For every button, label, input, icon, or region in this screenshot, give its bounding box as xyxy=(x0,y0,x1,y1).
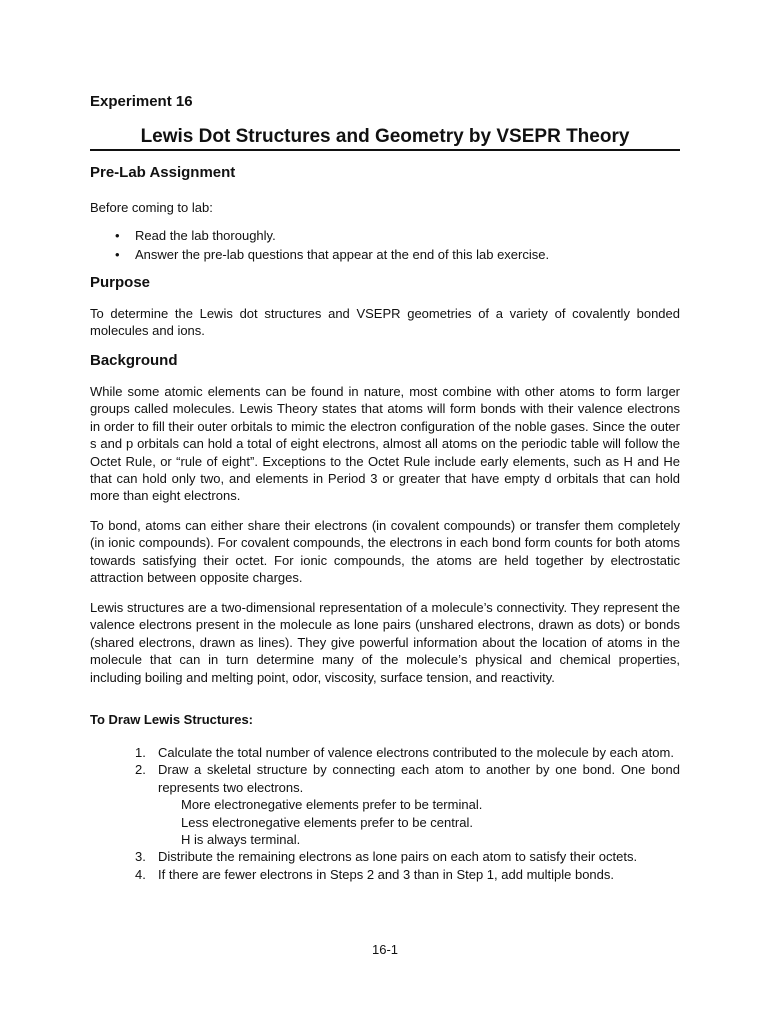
step-number: 1. xyxy=(135,745,146,760)
step-item xyxy=(135,866,680,883)
step-item xyxy=(135,744,680,761)
step-item xyxy=(135,761,680,848)
prelab-heading: Pre-Lab Assignment xyxy=(90,164,236,181)
step-text: Calculate the total number of valence electrons contributed to the molecule by each atom. xyxy=(158,745,674,760)
step-text: If there are fewer electrons in Steps 2 and 3 than in Step 1, add multiple bonds. xyxy=(158,866,615,882)
list-item xyxy=(90,226,680,245)
step-subnote: More electronegative elements prefer to be terminal. xyxy=(181,797,483,813)
step-item xyxy=(135,848,680,865)
step-number: 2. xyxy=(135,762,146,778)
bullet-icon: • xyxy=(115,247,120,262)
background-heading: Background xyxy=(90,352,178,369)
purpose-heading: Purpose xyxy=(90,274,151,291)
step-subnote: H is always terminal. xyxy=(181,832,301,848)
draw-heading: To Draw Lewis Structures: xyxy=(90,712,254,727)
bullet-text: Read the lab thoroughly. xyxy=(135,228,276,243)
background-paragraph: While some atomic elements can be found in nature, most combine with other atoms to form larger groups called molecules. Lewis Theory states that atoms will form bonds with their valence electrons in order to fill their outer orbitals to mimic the electron configuration of the noble gases. Since the outer s and p orbitals can hold a total of eight electrons, almost all atoms on the periodic table will follow the Octet Rule, or “rule of eight”. Exceptions to the Octet Rule include early elements, such as H and He that can hold only two, and elements in Period 3 or greater that have empty d orbitals that can hold more than eight electrons. xyxy=(90,384,680,504)
page-title: Lewis Dot Structures and Geometry by VSEPR Theory xyxy=(140,126,630,147)
step-subnote: Less electronegative elements prefer to be central. xyxy=(181,814,473,830)
page-number: 16-1 xyxy=(371,942,399,957)
background-paragraph: Lewis structures are a two-dimensional representation of a molecule’s connectivity. They represent the valence electrons present in the molecule as lone pairs (unshared electrons, drawn as dots) or bonds (shared electrons, drawn as lines). They give powerful information about the location of atoms in the molecule that can in turn determine many of the molecule’s physical and chemical properties, including boiling and melting point, odor, viscosity, surface tension, and reactivity. xyxy=(90,600,680,685)
title-rule xyxy=(90,149,680,151)
step-number: 3. xyxy=(135,849,146,865)
step-text: Distribute the remaining electrons as lone pairs on each atom to satisfy their octets. xyxy=(158,849,638,865)
purpose-text: To determine the Lewis dot structures and VSEPR geometries of a variety of covalently bonded molecules and ions. xyxy=(90,306,680,339)
step-number: 4. xyxy=(135,866,146,882)
background-paragraph: To bond, atoms can either share their electrons (in covalent compounds) or transfer them completely (in ionic compounds). For covalent compounds, the electrons in each bond form counts for both atoms towards satisfying their octet. For ionic compounds, the atoms are held together by electrostatic attraction between opposite charges. xyxy=(90,518,680,586)
bullet-icon: • xyxy=(115,228,120,243)
list-item xyxy=(90,245,680,264)
step-text: Draw a skeletal structure by connecting each atom to another by one bond. One bond represents two electrons. xyxy=(158,762,680,795)
prelab-bullets xyxy=(90,226,680,264)
experiment-label: Experiment 16 xyxy=(90,93,193,110)
prelab-intro: Before coming to lab: xyxy=(90,200,213,215)
draw-steps xyxy=(135,744,680,883)
bullet-text: Answer the pre-lab questions that appear at the end of this lab exercise. xyxy=(135,247,550,262)
